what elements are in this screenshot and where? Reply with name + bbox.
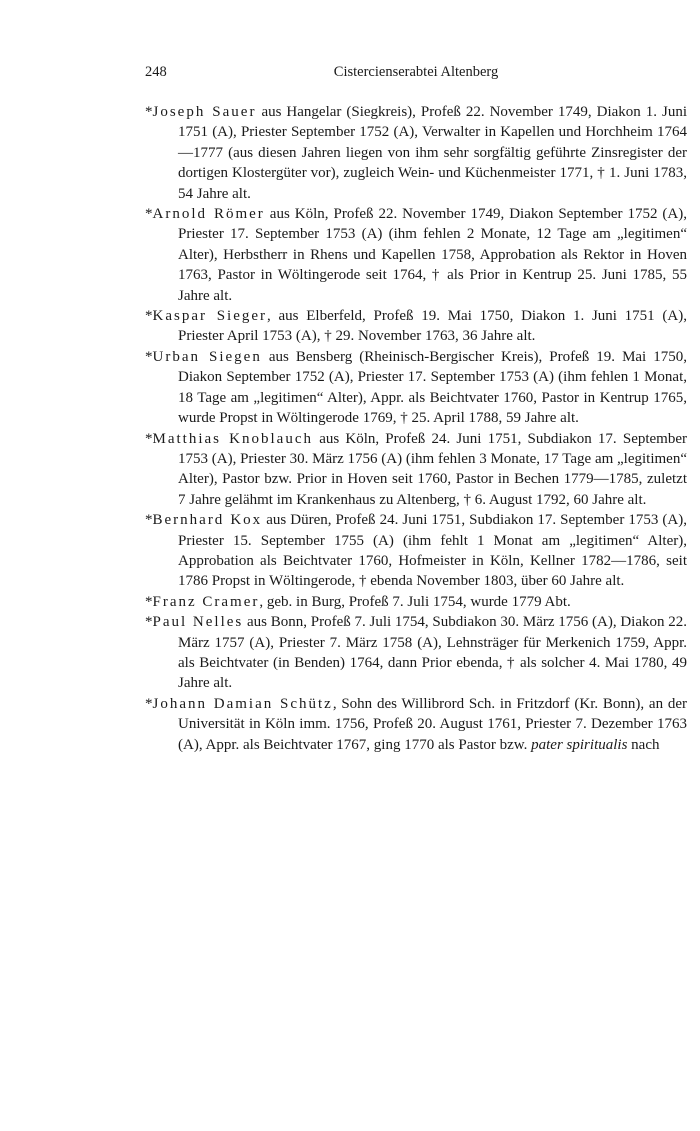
entry-name: Paul Nelles xyxy=(152,614,244,631)
entry-text: , geb. in Burg, Profeß 7. Juli 1754, wurde 1779 Abt. xyxy=(259,593,571,610)
entry-marker: * xyxy=(145,695,153,712)
entry-name: Arnold Römer xyxy=(152,206,265,223)
running-title: Cistercienserabtei Altenberg xyxy=(333,64,499,80)
entry-name: Franz Cramer xyxy=(152,593,260,610)
entry-paul-nelles xyxy=(145,612,687,694)
entry-name: Kaspar Sieger xyxy=(152,308,268,325)
page-number: 248 xyxy=(145,64,167,80)
entry-text: aus Bonn, Profeß 7. Juli 1754, Subdiakon 30. März 1756 (A), Diakon 22. März 1757 (A), Priester 7. März 1758 (A), Lehnsträger für Merkenich 1759, Appr. als Beichtvater (in Benden) 1764, dann Prior ebenda, † als solcher 4. Mai 1780, 49 Jahre alt. xyxy=(178,614,687,692)
entry-kaspar-sieger xyxy=(145,306,687,347)
entry-franz-cramer xyxy=(145,592,687,612)
entry-marker: * xyxy=(145,104,153,120)
entry-johann-damian-schuetz xyxy=(145,694,687,755)
entry-text: aus Köln, Profeß 22. November 1749, Diakon September 1752 (A), Priester 17. September 1753 (A) (ihm fehlen 2 Monate, 12 Tage am „legitimen“ Alter), Herbstherr in Rhens und Kapellen 1758, Approbation als Rektor in Hoven 1763, Pastor in Wöltingerode seit 1764, † als Prior in Kentrup 25. Juni 1785, 55 Jahre alt. xyxy=(178,206,688,304)
entry-name: Joseph Sauer xyxy=(152,104,257,120)
entry-name: Johann Damian Schütz xyxy=(152,695,333,712)
entry-marker: * xyxy=(145,614,153,631)
entry-name: Urban Siegen xyxy=(152,348,262,365)
entry-text: aus Bensberg (Rheinisch-Bergischer Kreis), Profeß 19. Mai 1750, Diakon September 1752 (A), Priester 17. September 1753 (A) (ihm fehlen 1 Monat, 18 Tage am „legitimen“ Alter), Appr. als Beichtvater 1760, Pastor in Kentrup 1765, wurde Propst in Wöltingerode 1769, † 25. April 1788, 59 Jahre alt. xyxy=(178,348,688,427)
entry-italic-phrase: pater spiritualis xyxy=(531,736,628,753)
entry-name: Bernhard Kox xyxy=(152,512,263,529)
entry-text: , Sohn des Willibrord Sch. in Fritzdorf (Kr. Bonn), an der Universität in Köln imm. 1756, Profeß 20. August 1761, Priester 7. Dezember 1763 (A), Appr. als Beichtvater 1767, ging 1770 als Pastor bzw. xyxy=(178,695,687,753)
entry-name: Matthias Knoblauch xyxy=(152,430,313,447)
entry-text: aus Köln, Profeß 24. Juni 1751, Subdiakon 17. September 1753 (A), Priester 30. März 1756 (A) (ihm fehlen 3 Monate, 17 Tage am „legitimen“ Alter), Pastor bzw. Prior in Hoven seit 1760, Pastor in Bechen 1779—1785, zuletzt 7 Jahre gelähmt im Krankenhaus zu Altenberg, † 6. August 1792, 60 Jahre alt. xyxy=(178,430,687,508)
entry-marker: * xyxy=(145,206,153,223)
entry-text: aus Düren, Profeß 24. Juni 1751, Subdiakon 17. September 1753 (A), Priester 15. September 1755 (A) (ihm fehlt 1 Monat am „legitimen“ Alter), Approbation als Beichtvater 1760, Hofmeister in Köln, Kellner 1782—1786, seit 1786 Propst in Wöltingerode, † ebenda November 1803, über 60 Jahre alt. xyxy=(178,512,687,590)
entry-text-tail: nach xyxy=(627,736,660,753)
page-header xyxy=(145,64,687,86)
entry-text: , aus Elberfeld, Profeß 19. Mai 1750, Diakon 1. Juni 1751 (A), Priester April 1753 (A), † 29. November 1763, 36 Jahre alt. xyxy=(178,308,687,345)
entry-marker: * xyxy=(145,430,153,447)
entry-list xyxy=(145,102,687,755)
entry-text: aus Hangelar (Siegkreis), Profeß 22. November 1749, Diakon 1. Juni 1751 (A), Priester September 1752 (A), Verwalter in Kapellen und Horchheim 1764—1777 (aus diesen Jahren liegen von ihm sehr sorgfältig geführte Zinsregister der dortigen Klostergüter vor), zugleich Wein- und Küchenmeister 1771, † 1. Juni 1783, 54 Jahre alt. xyxy=(178,104,687,202)
entry-marker: * xyxy=(145,512,153,529)
entry-arnold-roemer xyxy=(145,204,687,306)
entry-matthias-knoblauch xyxy=(145,429,687,511)
entry-joseph-sauer xyxy=(145,102,687,204)
entry-marker: * xyxy=(145,308,153,325)
entry-marker: * xyxy=(145,593,153,610)
entry-urban-siegen xyxy=(145,347,687,429)
entry-marker: * xyxy=(145,348,153,365)
entry-bernhard-kox xyxy=(145,510,687,592)
